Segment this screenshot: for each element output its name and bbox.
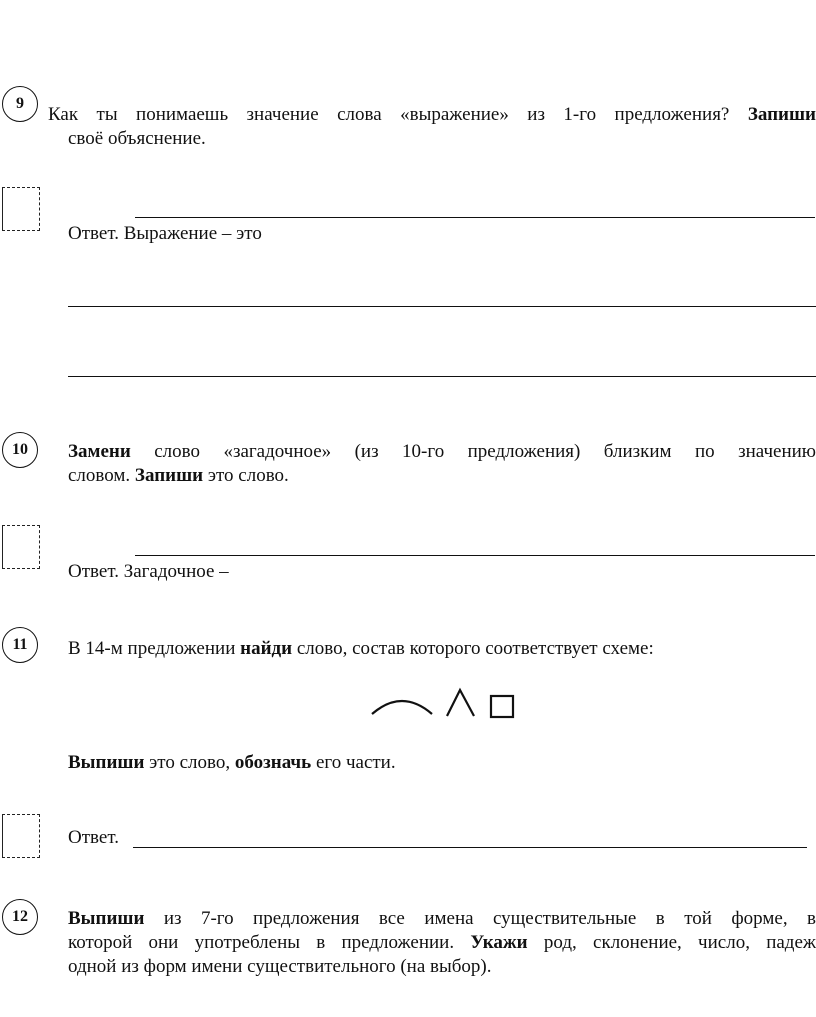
q10-text-line2: словом. Запиши это слово. xyxy=(68,465,289,486)
question-number-10: 10 xyxy=(2,432,38,468)
word-scheme xyxy=(368,684,518,724)
suffix-caret-icon xyxy=(447,690,474,716)
q10-answer-line[interactable] xyxy=(135,555,815,556)
root-arc-icon xyxy=(372,701,432,714)
question-number-11: 11 xyxy=(2,627,38,663)
q9-answer-line2[interactable] xyxy=(68,306,816,307)
ending-square-icon xyxy=(491,696,513,717)
question-number-12: 12 xyxy=(2,899,38,935)
q12-text-line1: Выпиши из 7-го предложения все имена существительные в той форме, в xyxy=(68,908,816,929)
q9-answer-line1[interactable] xyxy=(135,217,815,218)
q11-answer-line[interactable] xyxy=(133,847,807,848)
q11-answer-label: Ответ. xyxy=(68,827,119,848)
q12-text-line3: одной из форм имени существительного (на выбор). xyxy=(68,956,492,977)
score-box-9 xyxy=(2,187,40,231)
score-box-10 xyxy=(2,525,40,569)
q10-answer-label: Ответ. Загадочное – xyxy=(68,561,229,582)
q9-answer-line3[interactable] xyxy=(68,376,816,377)
q9-text-line1: Как ты понимаешь значение слова «выражение» из 1-го предложения? Запиши xyxy=(48,104,816,125)
q9-text-line2: своё объяснение. xyxy=(68,128,206,149)
q11-text-line1: В 14-м предложении найди слово, состав которого соответствует схеме: xyxy=(68,638,654,659)
score-box-11 xyxy=(2,814,40,858)
q9-answer-label: Ответ. Выражение – это xyxy=(68,223,262,244)
question-number-9: 9 xyxy=(2,86,38,122)
q11-text-line2: Выпиши это слово, обозначь его части. xyxy=(68,752,396,773)
q10-text-line1: Замени слово «загадочное» (из 10-го предложения) близким по значению xyxy=(68,441,816,462)
q12-text-line2: которой они употреблены в предложении. Укажи род, склонение, число, падеж xyxy=(68,932,816,953)
